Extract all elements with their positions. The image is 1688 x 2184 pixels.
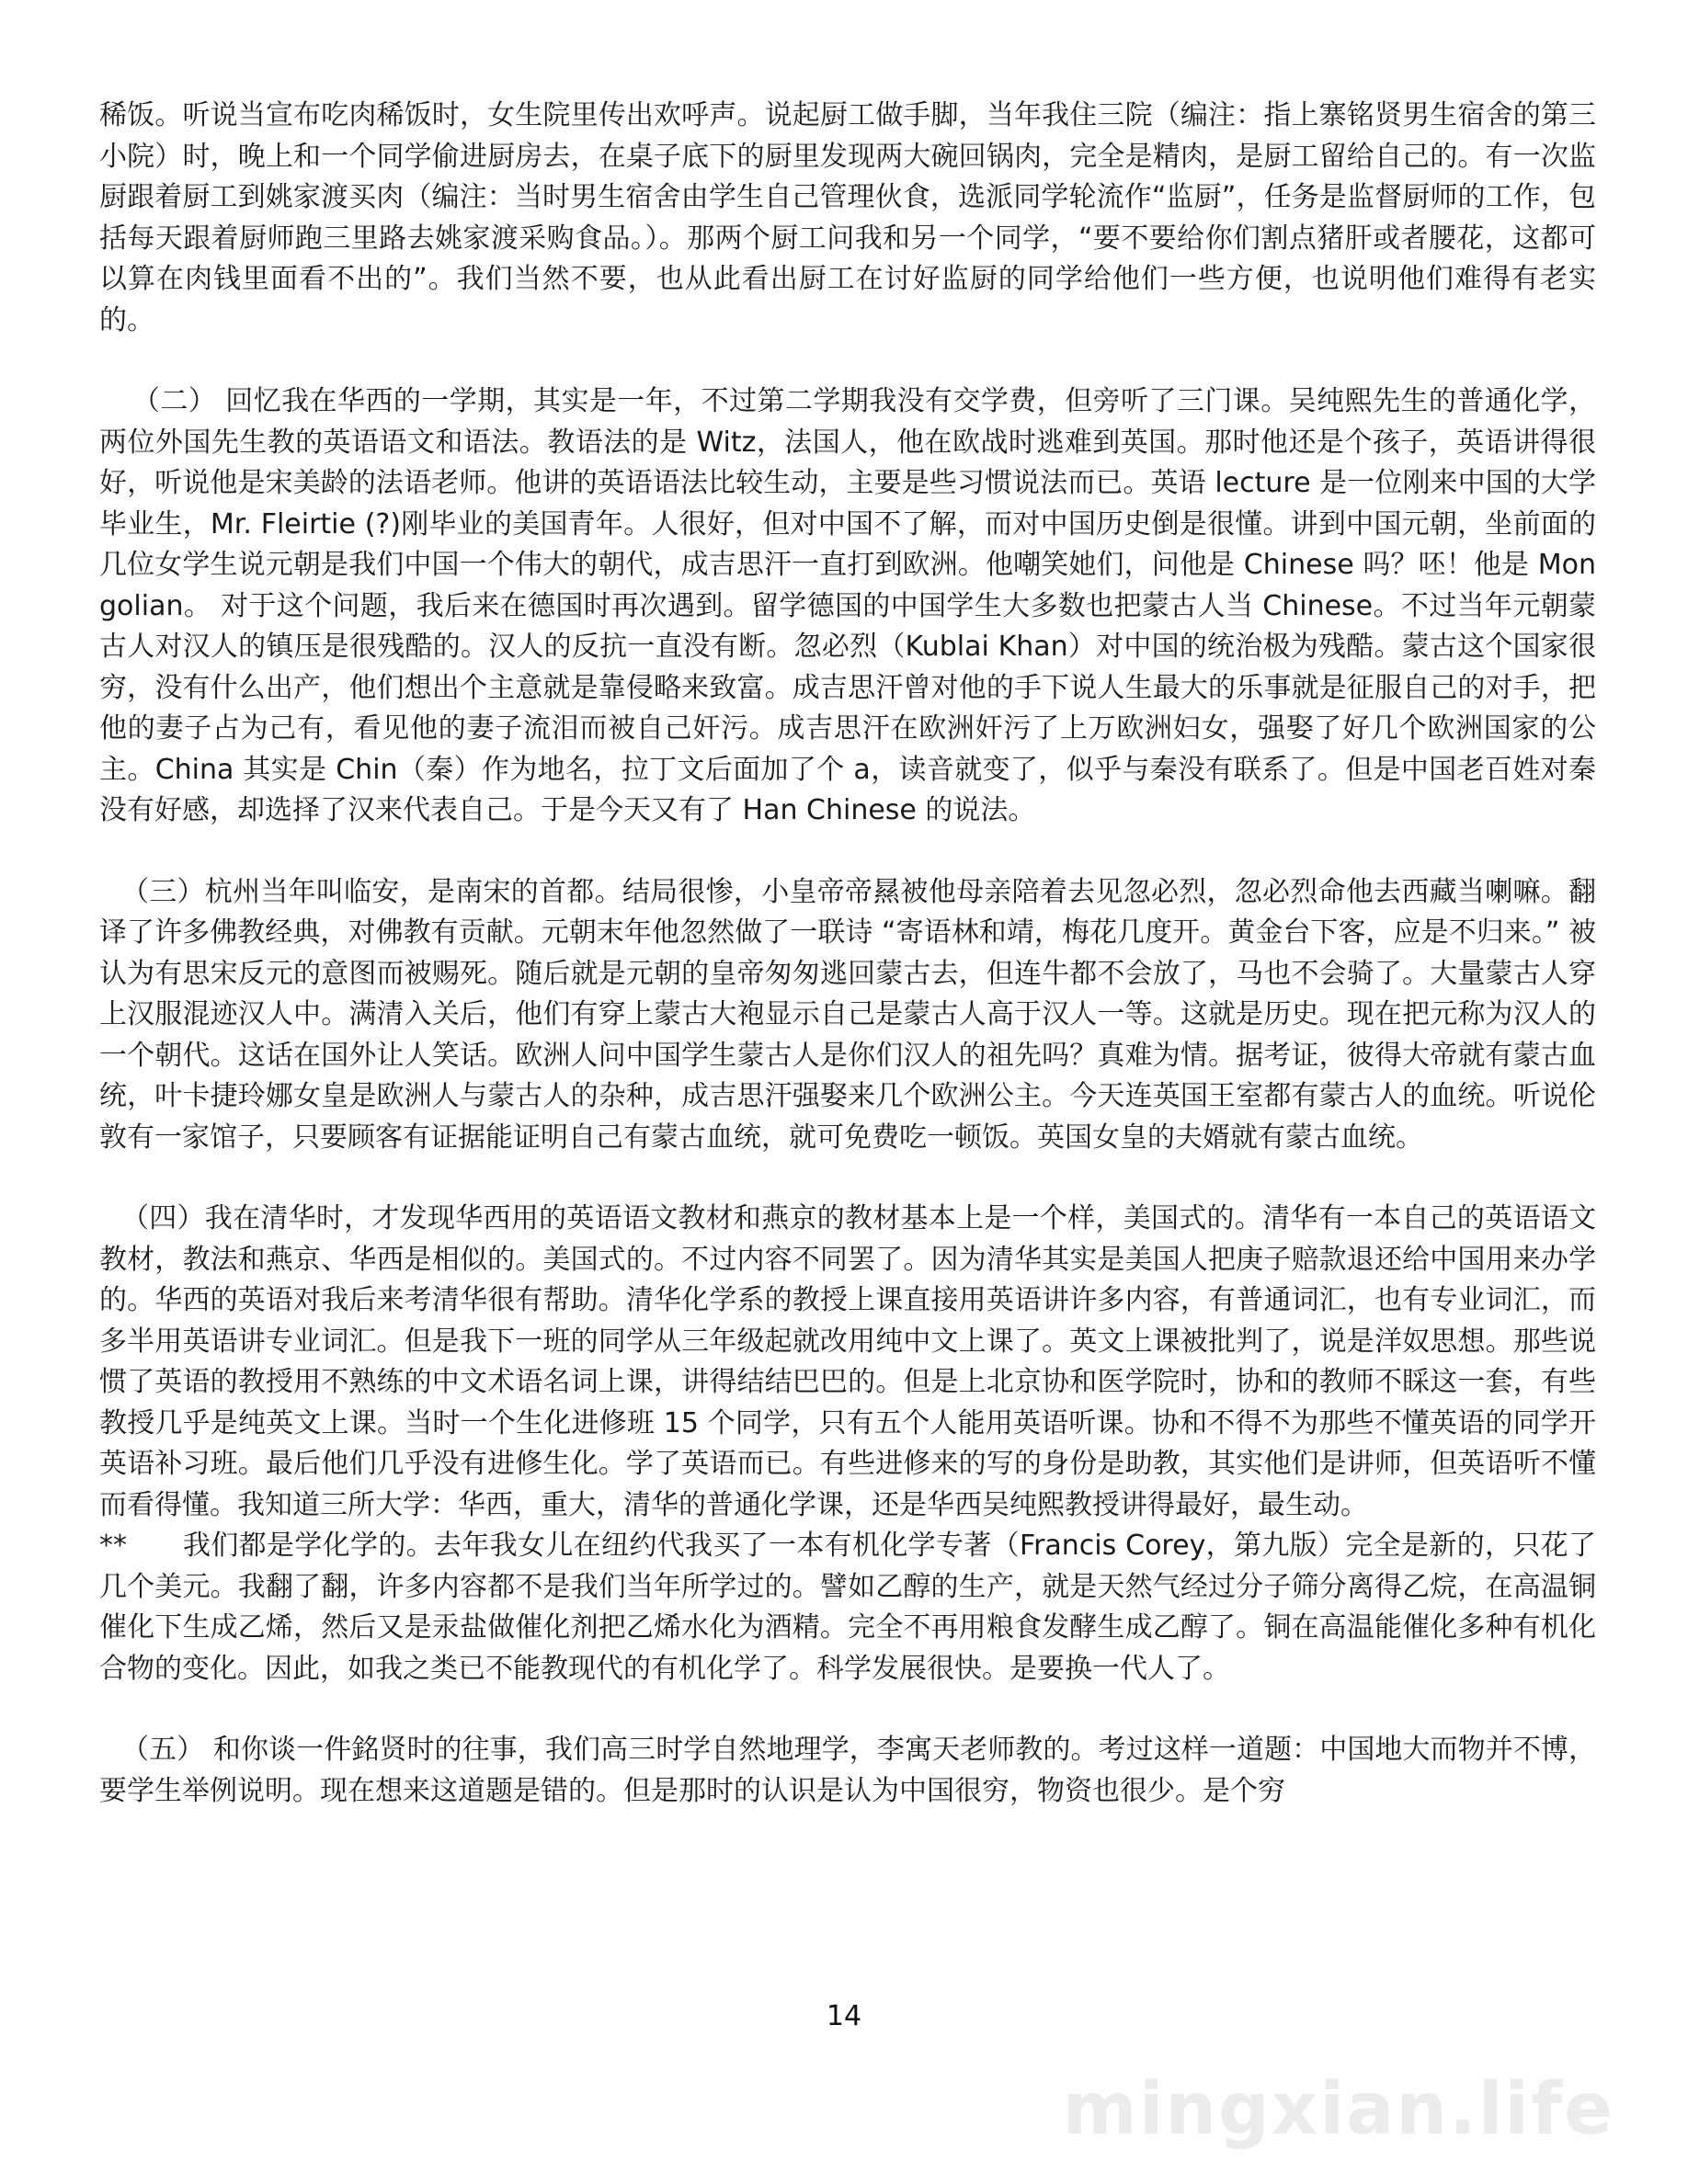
paragraph-section-2: （二） 回忆我在华西的一学期，其实是一年，不过第二学期我没有交学费，但旁听了三门课。吴纯熙先生的普通化学，两位外国先生教的英语语文和语法。教语法的是 Witz，法国人，他在欧战时逃难到英国。那时他还是个孩子，英语讲得很好，听说他是宋美龄的法语老师。他讲的英语语法比较生动，主要是些习惯说法而已。英语 lecture 是一位刚来中国的大学毕业生，Mr. Fleirtie (?)刚毕业的美国青年。人很好，但对中国不了解，而对中国历史倒是很懂。讲到中国元朝，坐前面的几位女学生说元朝是我们中国一个伟大的朝代，成吉思汗一直打到欧洲。他嘲笑她们，问他是 Chinese 吗？呸！他是 Mongolian。 对于这个问题，我后来在德国时再次遇到。留学德国的中国学生大多数也把蒙古人当 Chinese。不过当年元朝蒙古人对汉人的镇压是很残酷的。汉人的反抗一直没有断。忽必烈（Kublai Khan）对中国的统治极为残酷。蒙古这个国家很穷，没有什么出产，他们想出个主意就是靠侵略来致富。成吉思汗曾对他的手下说人生最大的乐事就是征服自己的对手，把他的妻子占为己有，看见他的妻子流泪而被自己奸污。成吉思汗在欧洲奸污了上万欧洲妇女，强娶了好几个欧洲国家的公主。China 其实是 Chin（秦）作为地名，拉丁文后面加了个 a，读音就变了，似乎与秦没有联系了。但是中国老百姓对秦没有好感，却选择了汉来代表自己。于是今天又有了 Han Chinese 的说法。 [99, 385, 1596, 826]
paragraph-note: ** 我们都是学化学的。去年我女儿在纽约代我买了一本有机化学专著（Francis Corey，第九版）完全是新的，只花了几个美元。我翻了翻，许多内容都不是我们当年所学过的。譬如乙醇的生产，就是天然气经过分子筛分离得乙烷，在高温铜催化下生成乙烯，然后又是汞盐做催化剂把乙烯水化为酒精。完全不再用粮食发酵生成乙醇了。铜在高温能催化多种有机化合物的变化。因此，如我之类已不能教现代的有机化学了。科学发展很快。是要换一代人了。 [99, 1530, 1596, 1685]
paragraph-gap [99, 832, 1596, 872]
paragraph-gap [99, 341, 1596, 381]
paragraph-gap [99, 1158, 1596, 1199]
paragraph-gap [99, 1689, 1596, 1730]
paragraph-section-3: （三）杭州当年叫临安，是南宋的首都。结局很惨，小皇帝帝㬎被他母亲陪着去见忽必烈，忽必烈命他去西藏当喇嘛。翻译了许多佛教经典，对佛教有贡献。元朝末年他忽然做了一联诗 “寄语林和靖，梅花几度开。黄金台下客，应是不归来。” 被认为有思宋反元的意图而被赐死。随后就是元朝的皇帝匆匆逃回蒙古去，但连牛都不会放了，马也不会骑了。大量蒙古人穿上汉服混迹汉人中。满清入关后，他们有穿上蒙古大袍显示自己是蒙古人高于汉人一等。这就是历史。现在把元称为汉人的一个朝代。这话在国外让人笑话。欧洲人问中国学生蒙古人是你们汉人的祖先吗？真难为情。据考证，彼得大帝就有蒙古血统，叶卡捷玲娜女皇是欧洲人与蒙古人的杂种，成吉思汗强娶来几个欧洲公主。今天连英国王室都有蒙古人的血统。听说伦敦有一家馆子，只要顾客有证据能证明自己有蒙古血统，就可免费吃一顿饭。英国女皇的夫婿就有蒙古血统。 [99, 875, 1596, 1154]
paragraph-section-5: （五） 和你谈一件銘贤时的往事，我们高三时学自然地理学，李寓天老师教的。考过这样一道题：中国地大而物并不博，要学生举例说明。现在想来这道题是错的。但是那时的认识是认为中国很穷，物资也很少。是个穷 [99, 1734, 1596, 1807]
watermark: mingxian.life [1062, 2068, 1614, 2151]
page-number: 14 [826, 2000, 862, 2032]
document-body [99, 96, 1596, 1812]
paragraph-continuation: 稀饭。听说当宣布吃肉稀饭时，女生院里传出欢呼声。说起厨工做手脚，当年我住三院（编注：指上寨铭贤男生宿舍的第三小院）时，晚上和一个同学偷进厨房去，在桌子底下的厨里发现两大碗回锅肉，完全是精肉，是厨工留给自己的。有一次监厨跟着厨工到姚家渡买肉（编注：当时男生宿舍由学生自己管理伙食，选派同学轮流作“监厨”，任务是监督厨师的工作，包括每天跟着厨师跑三里路去姚家渡采购食品。）。那两个厨工问我和另一个同学，“要不要给你们割点猪肝或者腰花，这都可以算在肉钱里面看不出的”。我们当然不要，也从此看出厨工在讨好监厨的同学给他们一些方便，也说明他们难得有老实的。 [99, 99, 1596, 336]
paragraph-section-4: （四）我在清华时，才发现华西用的英语语文教材和燕京的教材基本上是一个样，美国式的。清华有一本自己的英语语文教材，教法和燕京、华西是相似的。美国式的。不过内容不同罢了。因为清华其实是美国人把庚子赔款退还给中国用来办学的。华西的英语对我后来考清华很有帮助。清华化学系的教授上课直接用英语讲许多内容，有普通词汇，也有专业词汇，而多半用英语讲专业词汇。但是我下一班的同学从三年级起就改用纯中文上课了。英文上课被批判了，说是洋奴思想。那些说惯了英语的教授用不熟练的中文术语名词上课，讲得结结巴巴的。但是上北京协和医学院时，协和的教师不睬这一套，有些教授几乎是纯英文上课。当时一个生化进修班 15 个同学，只有五个人能用英语听课。协和不得不为那些不懂英语的同学开英语补习班。最后他们几乎没有进修生化。学了英语而已。有些进修来的写的身份是助教，其实他们是讲师，但英语听不懂而看得懂。我知道三所大学：华西，重大，清华的普通化学课，还是华西吴纯熙教授讲得最好，最生动。 [99, 1202, 1596, 1521]
